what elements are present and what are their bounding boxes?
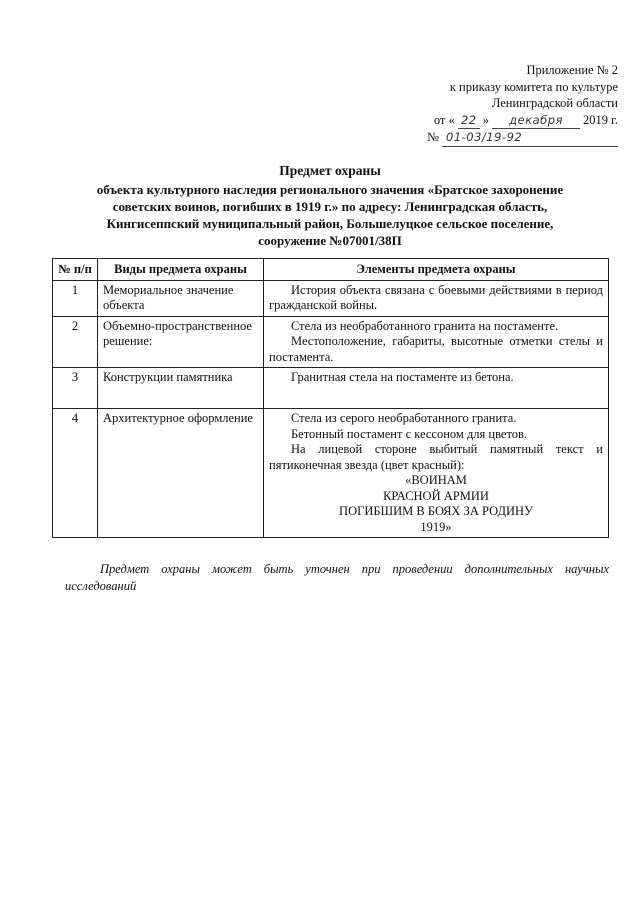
- date-year: 2019 г.: [583, 112, 618, 127]
- appendix-header: [418, 62, 618, 147]
- appendix-number: Приложение № 2: [526, 63, 618, 77]
- footnote: Предмет охраны может быть уточнен при проведении дополнительных научных исследований: [65, 562, 609, 593]
- table-header-row: [53, 259, 609, 281]
- title-heading: Предмет охраны: [279, 163, 381, 178]
- order-number: № 01-03/19-92: [418, 129, 618, 147]
- header-num: № п/п: [53, 259, 98, 281]
- date-month-handwritten: декабря: [492, 112, 580, 130]
- title-line-3: Кингисеппский муниципальный район, Большелуцкое сельское поселение,: [106, 216, 554, 231]
- document-title: [40, 162, 620, 249]
- table-row: 2 Объемно-пространственное решение: Стела из необработанного гранита на постаменте. Местоположение, габариты, высотные отметки стелы и постамента.: [53, 316, 609, 368]
- header-elements: Элементы предмета охраны: [264, 259, 609, 281]
- title-line-4: сооружение №07001/38П: [258, 233, 402, 248]
- order-number-handwritten: 01-03/19-92: [442, 129, 618, 147]
- title-line-1: объекта культурного наследия регионального значения «Братское захоронение: [96, 182, 564, 197]
- protection-table: [52, 258, 609, 538]
- title-line-2: советских воинов, погибших в 1919 г.» по адресу: Ленинградская область,: [112, 199, 548, 214]
- table-row: 4 Архитектурное оформление Стела из серого необработанного гранита. Бетонный постамент с кессоном для цветов. На лицевой стороне выбитый памятный текст и пятиконечная звезда (цвет красный): «ВОИНАМ КРАСНОЙ АРМИИ ПОГИБШИМ В БОЯХ ЗА РОДИНУ 1919»: [53, 409, 609, 538]
- date-day-handwritten: 22: [458, 112, 480, 130]
- order-reference: к приказу комитета по культуре: [449, 79, 618, 94]
- header-kinds: Виды предмета охраны: [98, 259, 264, 281]
- region-name: Ленинградской области: [491, 96, 618, 110]
- order-date: от « 22 » декабря 2019 г.: [418, 112, 618, 130]
- table-row: 3 Конструкции памятника Гранитная стела на постаменте из бетона.: [53, 368, 609, 409]
- table-row: 1 Мемориальное значение объекта История объекта связана с боевыми действиями в период гражданской войны.: [53, 280, 609, 316]
- memorial-inscription: «ВОИНАМ КРАСНОЙ АРМИИ ПОГИБШИМ В БОЯХ ЗА РОДИНУ 1919»: [339, 473, 533, 534]
